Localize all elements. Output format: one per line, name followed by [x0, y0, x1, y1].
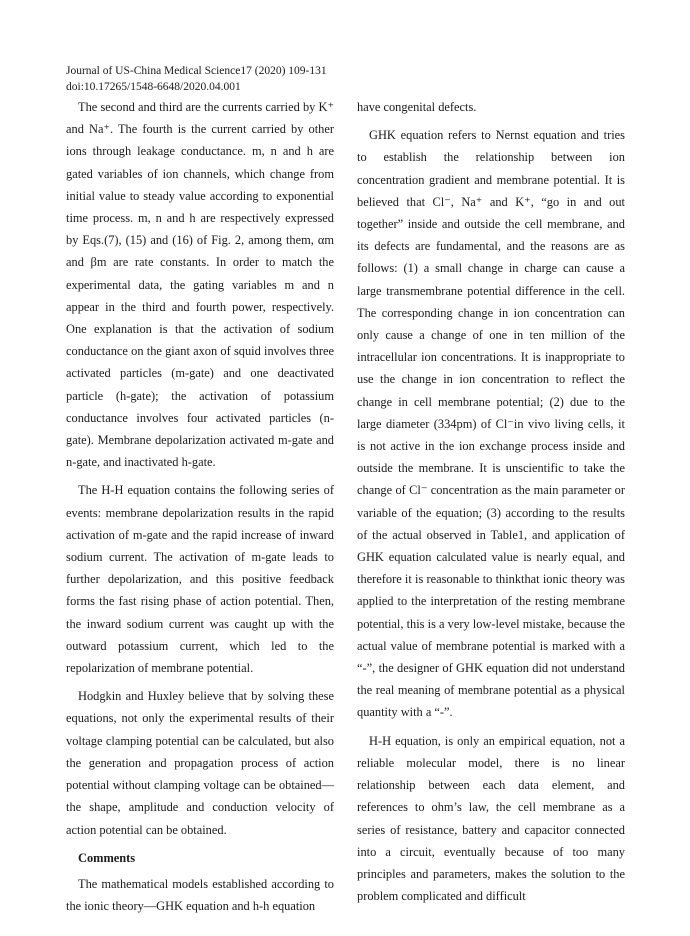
doi-line: doi:10.17265/1548-6648/2020.04.001 [66, 81, 241, 93]
paragraph-congenital-defects: have congenital defects. [357, 100, 477, 114]
running-header [66, 63, 626, 95]
paragraph-hh-empirical: H-H equation, is only an empirical equation, not a reliable molecular model, there is no linear relationship between each data element, and references to ohm’s law, the cell membrane as a series of resistance, battery and capacitor connected into a circuit, eventually because of too many principles and parameters, makes the solution to the problem complicated and difficult [357, 733, 625, 904]
section-heading-comments: Comments [78, 850, 136, 865]
paragraph-currents: The second and third are the currents carried by K⁺ and Na⁺. The fourth is the current carried by other ions through leakage conductance. m, n and h are gated variables of ion channels, which change from initial value to steady value according to exponential time process. m, n and h are respectively expressed by Eqs.(7), (15) and (16) of Fig. 2, among them, αm and βm are rate constants. In order to match the experimental data, the gating variables m and n appear in the third and fourth power, respectively. One explanation is that the activation of sodium conductance on the giant axon of squid involves three activated particles (m-gate) and one deactivated particle (h-gate); the activation of potassium conductance involves four activated particles (n-gate). Membrane depolarization activated m-gate and n-gate, and inactivated h-gate. [66, 100, 334, 470]
paragraph-mathematical-models: The mathematical models established according to the ionic theory—GHK equation and h-h equation [66, 876, 334, 914]
left-column [66, 96, 334, 923]
paragraph-hodgkin-huxley: Hodgkin and Huxley believe that by solving these equations, not only the experimental results of their voltage clamping potential can be calculated, but also the generation and propagation process of action potential without clamping voltage can be obtained—the shape, amplitude and conduction velocity of action potential can be obtained. [66, 689, 334, 837]
journal-citation: Journal of US-China Medical Science17 (2020) 109-131 [66, 65, 327, 77]
paragraph-ghk-equation: GHK equation refers to Nernst equation and tries to establish the relationship between ion concentration gradient and membrane potential. It is believed that Cl⁻, Na⁺ and K⁺, “go in and out together” inside and outside the cell membrane, and its defects are fundamental, and the reasons are as follows: (1) a small change in charge can cause a large transmembrane potential difference in the cell. The corresponding change in ion concentration can only cause a change of one in ten million of the intracellular ion concentrations. It is inappropriate to use the change in ion concentration to reflect the change in cell membrane potential; (2) due to the large diameter (334pm) of Cl⁻in vivo living cells, it is not active in the ion exchange process inside and outside the membrane. It is unscientific to take the change of Cl⁻ concentration as the main parameter or variable of the equation; (3) according to the results of the actual observed in Table1, and application of GHK equation calculated value is nearly equal, and therefore it is reasonable to thinkthat ionic theory was applied to the interpretation of the resting membrane potential, this is a very low-level mistake, because the actual value of membrane potential is marked with a “-”, the designer of GHK equation did not understand the real meaning of membrane potential as a physical quantity with a “-”. [357, 128, 625, 720]
right-column [357, 96, 625, 913]
paragraph-hh-events: The H-H equation contains the following series of events: membrane depolarization results in the rapid activation of m-gate and the rapid increase of inward sodium current. The activation of m-gate leads to further depolarization, and this positive feedback forms the fast rising phase of action potential. Then, the inward sodium current was caught up with the outward potassium current, which led to the repolarization of membrane potential. [66, 483, 334, 676]
